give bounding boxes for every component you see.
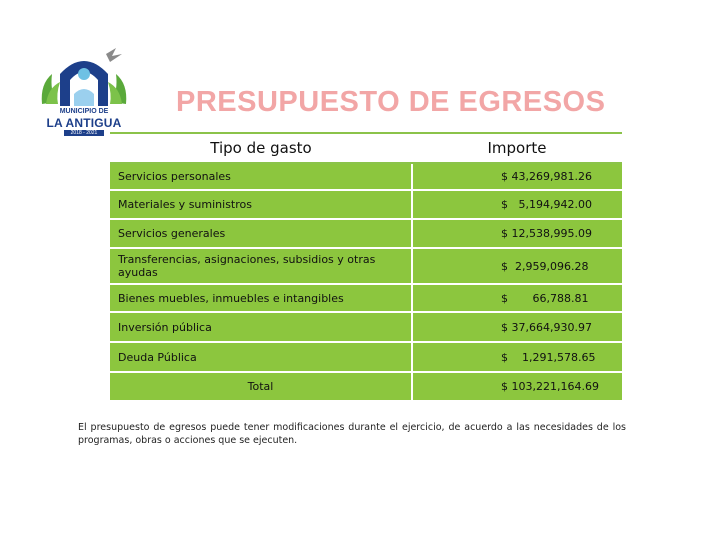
row-amount: $ 1,291,578.65 — [412, 342, 622, 372]
row-amount: $ 43,269,981.26 — [412, 163, 622, 190]
table-row — [110, 190, 622, 219]
table-row — [110, 163, 622, 190]
table-total-row — [110, 372, 622, 400]
row-amount: $ 12,538,995.09 — [412, 219, 622, 248]
row-amount: $ 37,664,930.97 — [412, 312, 622, 342]
row-label: Servicios generales — [110, 219, 412, 248]
table-header-row — [110, 133, 622, 163]
table-row — [110, 312, 622, 342]
budget-table-container — [110, 132, 622, 400]
row-label: Materiales y suministros — [110, 190, 412, 219]
table-row — [110, 342, 622, 372]
header-amount: Importe — [412, 133, 622, 163]
row-label: Bienes muebles, inmuebles e intangibles — [110, 284, 412, 312]
row-amount: $ 66,788.81 — [412, 284, 622, 312]
budget-table — [110, 132, 622, 400]
row-amount: $ 2,959,096.28 — [412, 248, 622, 284]
municipal-logo — [36, 44, 132, 136]
row-label: Transferencias, asignaciones, subsidios y otras ayudas — [110, 248, 412, 284]
logo-line-2: LA ANTIGUA — [46, 116, 122, 130]
row-amount: $ 5,194,942.00 — [412, 190, 622, 219]
logo-years: 2018 - 2021 — [64, 130, 104, 136]
total-amount: $ 103,221,164.69 — [412, 372, 622, 400]
total-label: Total — [110, 372, 412, 400]
table-row — [110, 219, 622, 248]
table-row — [110, 284, 622, 312]
row-label: Deuda Pública — [110, 342, 412, 372]
logo-line-1: MUNICIPIO DE — [59, 108, 109, 115]
row-label: Servicios personales — [110, 163, 412, 190]
page-title: PRESUPUESTO DE EGRESOS — [176, 86, 606, 118]
header-expense-type: Tipo de gasto — [110, 133, 412, 163]
table-row — [110, 248, 622, 284]
budget-note: El presupuesto de egresos puede tener modificaciones durante el ejercicio, de acuerdo a las necesidades de los programas, obras o acciones que se ejecuten. — [78, 422, 626, 446]
row-label: Inversión pública — [110, 312, 412, 342]
